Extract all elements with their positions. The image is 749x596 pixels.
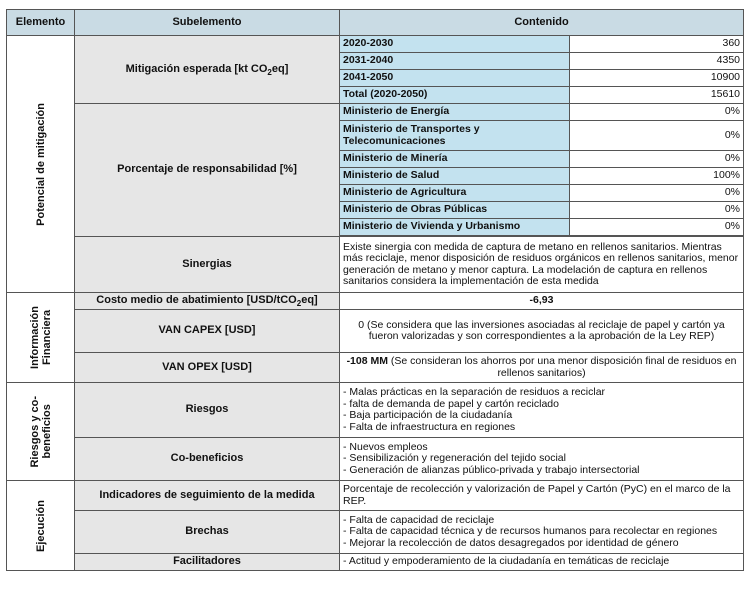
table-row <box>7 310 744 353</box>
subelement-van-capex: VAN CAPEX [USD] <box>75 310 340 353</box>
measure-table <box>6 9 744 571</box>
list-item: - Malas prácticas en la separación de residuos a reciclar <box>343 386 606 398</box>
subelement-indicadores: Indicadores de seguimiento de la medida <box>75 481 340 511</box>
element-label: Riesgos y co- <box>28 395 41 468</box>
element-potencial-mitigacion <box>7 36 75 293</box>
subelement-riesgos: Riesgos <box>75 383 340 438</box>
ministry-label: Ministerio de Transportes y Telecomunicaciones <box>340 121 570 151</box>
facilitadores-text: - Actitud y empoderamiento de la ciudadanía en temáticas de reciclaje <box>340 554 744 571</box>
table-row <box>7 36 744 53</box>
element-riesgos-cobeneficios <box>7 383 75 481</box>
subelement-cobeneficios: Co-beneficios <box>75 438 340 481</box>
ministry-label: Ministerio de Minería <box>340 151 570 168</box>
ministry-label: Ministerio de Vivienda y Urbanismo <box>340 219 570 236</box>
element-informacion-financiera <box>7 293 75 383</box>
list-item: - Baja participación de la ciudadanía <box>343 409 513 421</box>
period-label: Total (2020-2050) <box>340 87 570 104</box>
capex-text: 0 (Se considera que las inversiones asociadas al reciclaje de papel y cartón ya fueron valorizadas y son correspondientes a la aprobación de la Ley REP) <box>340 310 744 353</box>
element-label: Información <box>28 306 41 369</box>
table-row <box>7 104 744 121</box>
element-label: Ejecución <box>34 499 47 552</box>
header-elemento: Elemento <box>7 10 75 36</box>
period-label: 2031-2040 <box>340 53 570 70</box>
subelement-facilitadores: Facilitadores <box>75 554 340 571</box>
header-contenido: Contenido <box>340 10 744 36</box>
opex-text: -108 MM (Se consideran los ahorros por una menor disposición final de residuos en rellenos sanitarios) <box>340 353 744 383</box>
table-row <box>7 237 744 293</box>
element-label-line2: beneficios <box>40 404 53 459</box>
ministry-value: 0% <box>570 185 744 202</box>
ministry-value: 0% <box>570 151 744 168</box>
ministry-label: Ministerio de Agricultura <box>340 185 570 202</box>
table-row <box>7 353 744 383</box>
table-row <box>7 438 744 481</box>
subelement-porcentaje-responsabilidad: Porcentaje de responsabilidad [%] <box>75 104 340 237</box>
subelement-van-opex: VAN OPEX [USD] <box>75 353 340 383</box>
period-label: 2020-2030 <box>340 36 570 53</box>
indicadores-text: Porcentaje de recolección y valorización de Papel y Cartón (PyC) en el marco de la REP. <box>340 481 744 511</box>
list-item: - Generación de alianzas público-privada y trabajo intersectorial <box>343 463 640 476</box>
header-subelemento: Subelemento <box>75 10 340 36</box>
cobeneficios-list <box>340 438 744 481</box>
list-item: - Nuevos empleos <box>343 440 428 453</box>
ministry-value: 0% <box>570 104 744 121</box>
table-row <box>7 293 744 310</box>
sinergias-text: Existe sinergia con medida de captura de metano en rellenos sanitarios. Mientras más reciclaje, menor disposición de residuos orgánicos en rellenos sanitarios, menor generación de metano y menor captura. La modelación de captura en rellenos sanitarios considera la implementación de esta medida <box>340 237 744 293</box>
ministry-label: Ministerio de Salud <box>340 168 570 185</box>
table-row <box>7 481 744 511</box>
costo-value: -6,93 <box>340 293 744 310</box>
list-item: - falta de demanda de papel y cartón reciclado <box>343 397 559 410</box>
element-ejecucion <box>7 481 75 571</box>
table-row <box>7 383 744 438</box>
ministry-value: 0% <box>570 202 744 219</box>
element-label: Potencial de mitigación <box>34 102 47 226</box>
list-item: - Sensibilización y regeneración del tejido social <box>343 452 566 465</box>
ministry-label: Ministerio de Energía <box>340 104 570 121</box>
table-row <box>7 554 744 571</box>
riesgos-list <box>340 383 744 438</box>
table-row <box>7 511 744 554</box>
header-row <box>7 10 744 36</box>
list-item: - Falta de capacidad de reciclaje <box>343 513 495 526</box>
subelement-mitigacion-esperada: Mitigación esperada [kt $CO_2eq$] <box>75 36 340 104</box>
subelement-sinergias: Sinergias <box>75 237 340 293</box>
subelement-brechas: Brechas <box>75 511 340 554</box>
ministry-label: Ministerio de Obras Públicas <box>340 202 570 219</box>
period-value: 15610 <box>570 87 744 104</box>
period-label: 2041-2050 <box>340 70 570 87</box>
ministry-value: 0% <box>570 121 744 151</box>
element-label-line2: Financiera <box>40 309 53 366</box>
period-value: 4350 <box>570 53 744 70</box>
subelement-costo-medio: Costo medio de abatimiento [USD/tCO$_2$eq] <box>75 293 340 310</box>
period-value: 10900 <box>570 70 744 87</box>
list-item: - Falta de infraestructura en regiones <box>343 420 516 433</box>
period-value: 360 <box>570 36 744 53</box>
brechas-list <box>340 511 744 554</box>
list-item: - Falta de capacidad técnica y de recursos humanos para recolectar en regiones <box>343 525 718 538</box>
ministry-value: 100% <box>570 168 744 185</box>
list-item: - Mejorar la recolección de datos desagregados por identidad de género <box>343 536 679 549</box>
ministry-value: 0% <box>570 219 744 236</box>
